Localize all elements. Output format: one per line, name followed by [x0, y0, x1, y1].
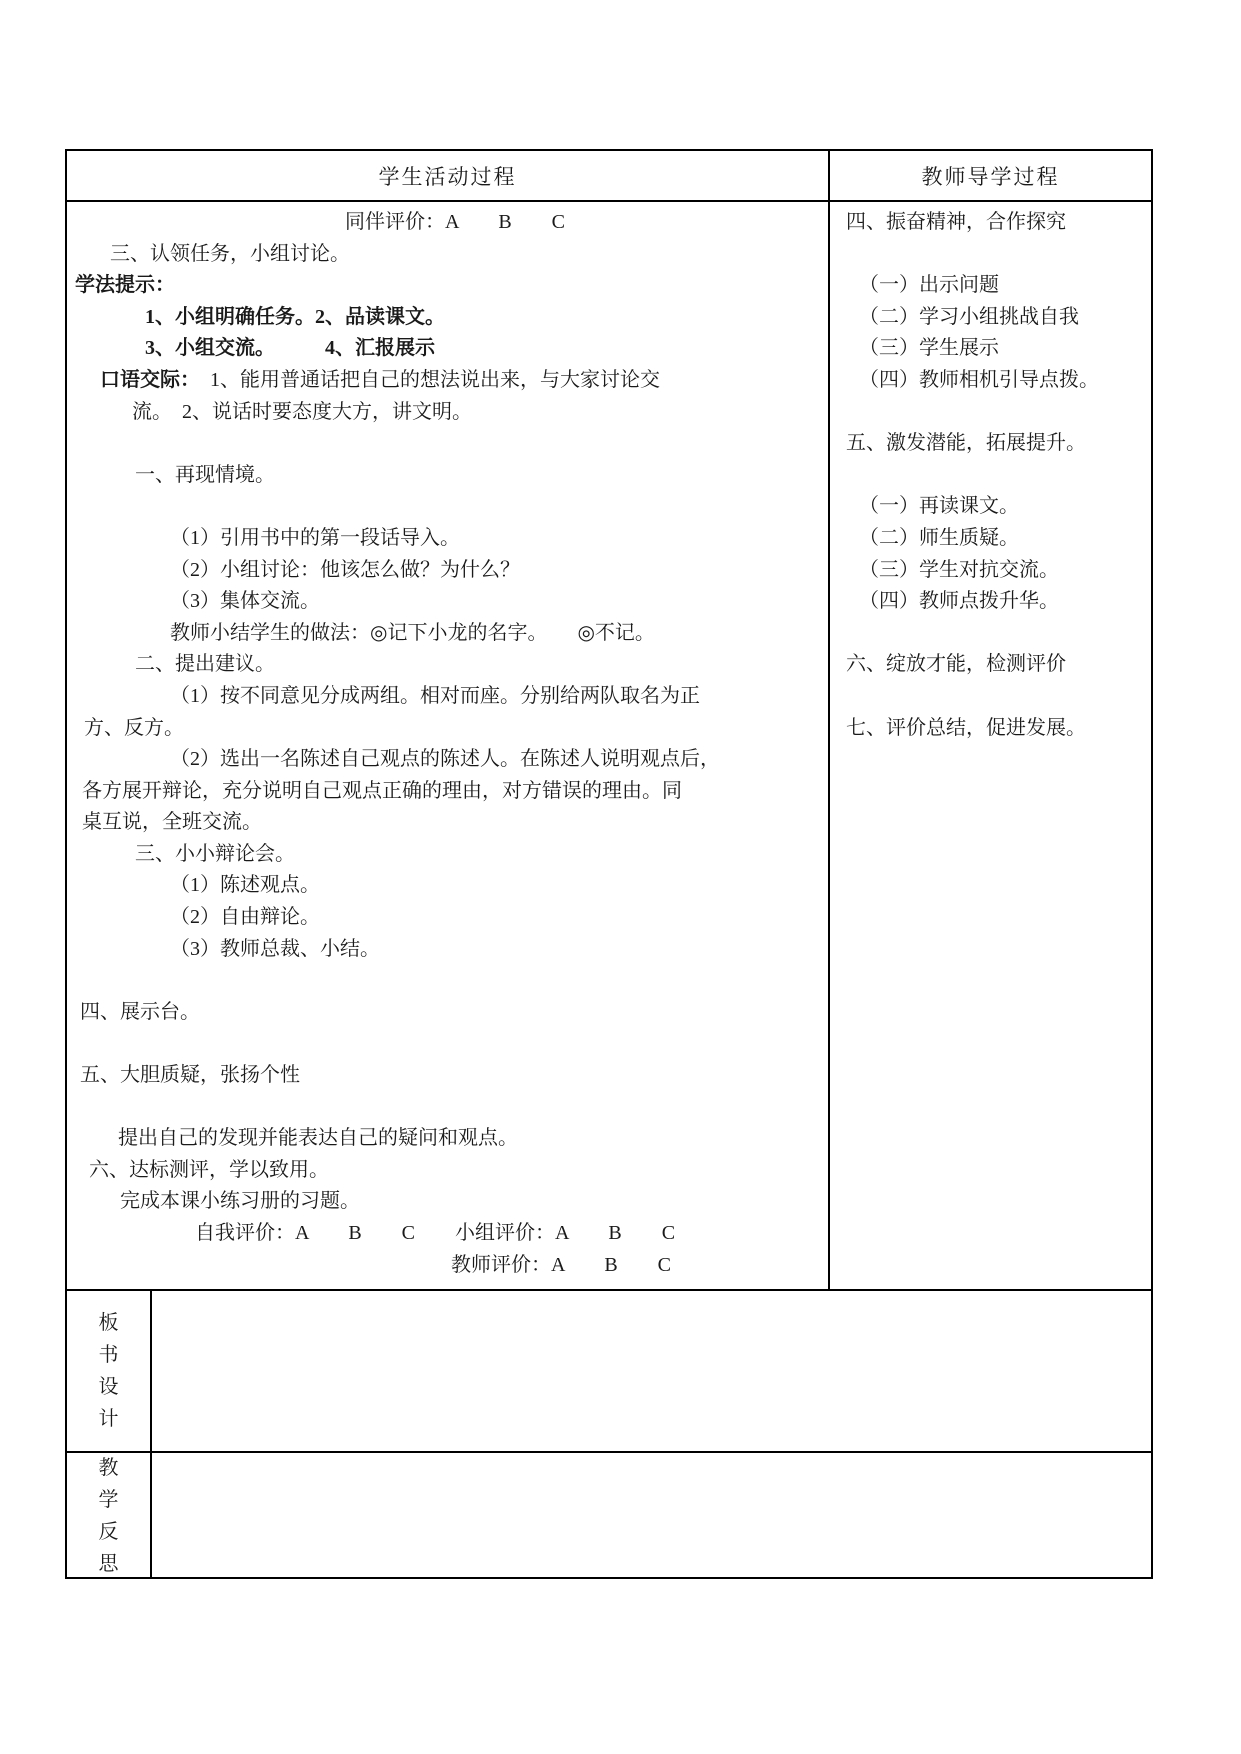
text-line: （三）学生展示 [859, 337, 999, 360]
text-line: 3、小组交流。 4、汇报展示 [145, 337, 435, 360]
text-line: 五、激发潜能，拓展提升。 [846, 432, 1086, 455]
text-line [75, 965, 824, 997]
teaching-reflection-row [67, 1451, 1151, 1579]
text-line: 六、达标测评，学以致用。 [89, 1158, 329, 1181]
text-line: 教师评价：A B C [451, 1253, 672, 1276]
text-line: （3）教师总裁、小结。 [170, 937, 380, 960]
teaching-reflection-label: 教学反思 [98, 1457, 119, 1575]
text-line: 学法提示： [75, 274, 175, 297]
text-line [834, 681, 1147, 713]
lesson-plan-table [65, 149, 1153, 1579]
teaching-reflection-content [152, 1453, 1151, 1579]
text-line [834, 618, 1147, 650]
board-design-row [67, 1289, 1151, 1451]
text-line: 一、再现情境。 [135, 463, 275, 486]
text-line: 教师小结学生的做法：◎记下小龙的名字。 ◎不记。 [170, 621, 655, 644]
text-line: 提出自己的发现并能表达自己的疑问和观点。 [118, 1127, 518, 1150]
text-line: （2）选出一名陈述自己观点的陈述人。在陈述人说明观点后， [170, 748, 720, 771]
text-line: 口语交际： 1、能用普通话把自己的想法说出来，与大家讨论交 [100, 368, 660, 391]
text-line: 自我评价：A B C 小组评价：A B C [195, 1222, 676, 1244]
text-line [834, 460, 1147, 492]
text-line: 三、认领任务，小组讨论。 [110, 242, 350, 265]
text-line [75, 1028, 824, 1060]
text-line: （2）自由辩论。 [170, 906, 320, 929]
table-header-row [67, 151, 1151, 202]
text-line: （2）小组讨论：他该怎么做？为什么？ [170, 558, 520, 581]
table-body-row [67, 202, 1151, 1289]
teacher-guidance-column [828, 202, 1151, 1289]
text-line: 五、大胆质疑，张扬个性 [80, 1064, 300, 1087]
text-line [834, 397, 1147, 429]
text-line: （三）学生对抗交流。 [859, 558, 1059, 581]
text-line: 桌互说，全班交流。 [82, 811, 262, 834]
text-line: 同伴评价：A B C [345, 211, 566, 233]
text-line [75, 491, 824, 523]
text-line [75, 428, 824, 460]
text-line: 流。 2、说话时要态度大方，讲文明。 [132, 400, 472, 423]
text-line: （二）师生质疑。 [859, 526, 1019, 549]
text-line: 完成本课小练习册的习题。 [120, 1190, 360, 1213]
teaching-reflection-label-cell [67, 1453, 152, 1579]
student-activity-column [67, 202, 828, 1289]
board-design-label-cell [67, 1291, 152, 1451]
text-line: （1）陈述观点。 [170, 874, 320, 897]
text-line: 六、绽放才能，检测评价 [846, 653, 1066, 676]
text-line: （1）按不同意见分成两组。相对而座。分别给两队取名为正 [170, 684, 700, 707]
text-line: （一）出示问题 [859, 274, 999, 297]
text-line: 1、小组明确任务。2、品读课文。 [145, 305, 445, 328]
teacher-guidance-header: 教师导学过程 [828, 151, 1151, 200]
student-activity-header: 学生活动过程 [378, 164, 517, 189]
text-line: 方、反方。 [84, 716, 184, 739]
text-line: （一）再读课文。 [859, 495, 1019, 518]
text-line [834, 239, 1147, 271]
text-line: 四、展示台。 [80, 1000, 200, 1023]
text-line: （四）教师相机引导点拨。 [859, 368, 1099, 391]
text-line: （四）教师点拨升华。 [859, 590, 1059, 613]
board-design-label: 板书设计 [98, 1312, 119, 1430]
text-line: 七、评价总结，促进发展。 [846, 716, 1086, 739]
text-line: 四、振奋精神，合作探究 [846, 211, 1066, 233]
board-design-content [152, 1291, 1151, 1451]
text-line: （二）学习小组挑战自我 [859, 305, 1079, 328]
text-line: 三、小小辩论会。 [135, 842, 295, 865]
text-line: 二、提出建议。 [135, 653, 275, 676]
text-line: （3）集体交流。 [170, 590, 320, 613]
text-line: 各方展开辩论，充分说明自己观点正确的理由，对方错误的理由。同 [82, 779, 682, 802]
text-line [75, 1092, 824, 1124]
text-line: （1）引用书中的第一段话导入。 [170, 526, 460, 549]
